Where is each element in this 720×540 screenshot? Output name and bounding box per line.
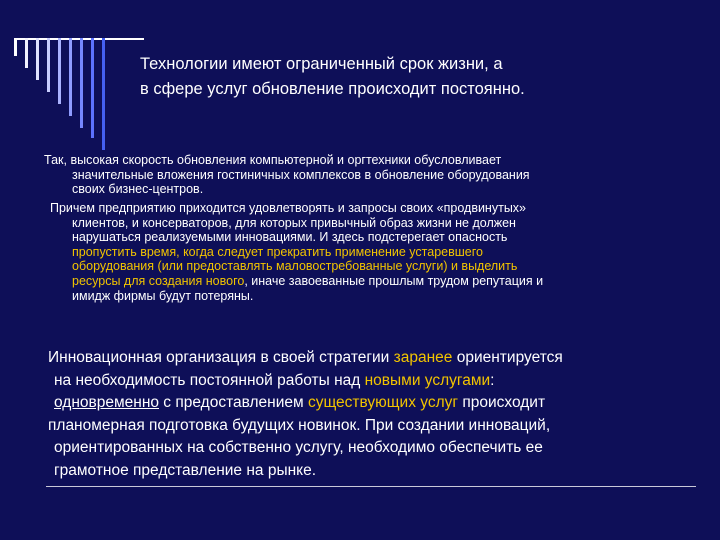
decorative-bar <box>102 38 105 150</box>
decorative-bar <box>25 38 28 68</box>
paragraph-3-line-3-end: происходит <box>458 394 546 412</box>
paragraph-1 <box>44 153 694 197</box>
decorative-bar <box>69 38 72 116</box>
paragraph-3-line-1-end: ориентируется <box>452 349 563 366</box>
paragraph-3-line-1-text: Инновационная организация в своей стратегии <box>48 349 394 366</box>
title-line-1: Технологии имеют ограниченный срок жизни, а <box>140 55 503 73</box>
highlight-existing-services: существующих услуг <box>307 394 459 412</box>
paragraph-2-line-7: имидж фирмы будут потеряны. <box>72 288 254 303</box>
paragraph-3 <box>46 347 696 483</box>
bottom-divider <box>46 486 696 487</box>
paragraph-1-line-1: Так, высокая скорость обновления компьютерной и оргтехники обусловливает <box>44 153 502 167</box>
paragraph-3-line-6: грамотное представление на рынке. <box>54 461 317 479</box>
paragraph-3-line-4: планомерная подготовка будущих новинок. При создании инноваций, <box>48 416 551 434</box>
paragraph-3-line-3-text: с предоставлением <box>159 394 308 412</box>
paragraph-2 <box>44 201 694 303</box>
paragraph-2-line-1: Причем предприятию приходится удовлетворять и запросы своих «продвинутых» <box>50 201 527 215</box>
paragraph-3-line-1 <box>46 347 696 370</box>
decorative-bar <box>58 38 61 104</box>
decorative-bars <box>14 30 124 150</box>
paragraph-2-line-5: оборудования (или предоставлять маловостребованные услуги) и выделить <box>72 259 518 274</box>
paragraph-1-line-3: своих бизнес-центров. <box>72 182 204 197</box>
decorative-bar <box>80 38 83 128</box>
paragraph-2-line-6 <box>44 274 694 289</box>
slide-title <box>140 52 660 102</box>
decorative-bar <box>91 38 94 138</box>
paragraph-3-line-3 <box>46 392 696 415</box>
paragraph-3-line-2-text: на необходимость постоянной работы над <box>54 371 365 389</box>
decorative-bar <box>47 38 50 92</box>
paragraph-3-line-5: ориентированных на собственно услугу, необходимо обеспечить ее <box>54 439 543 457</box>
paragraph-3-line-2 <box>46 370 696 393</box>
paragraph-2-line-4: пропустить время, когда следует прекратить применение устаревшего <box>72 244 483 259</box>
paragraph-2-line-2: клиентов, и консерваторов, для которых привычный образ жизни не должен <box>72 215 516 230</box>
highlight-new-services: новыми услугами <box>364 371 491 389</box>
underlined-simultaneously: одновременно <box>54 394 159 412</box>
paragraph-2-line-6-text: , иначе завоеванные прошлым трудом репутация и <box>244 273 544 288</box>
highlight-zaranee: заранее <box>393 349 453 366</box>
title-line-2: в сфере услуг обновление происходит постоянно. <box>140 80 525 98</box>
paragraph-1-line-2: значительные вложения гостиничных комплексов в обновление оборудования <box>72 167 530 182</box>
highlighted-text: ресурсы для создания нового <box>72 273 245 288</box>
paragraph-2-line-3: нарушаться реализуемыми инновациями. И здесь подстерегает опасность <box>72 230 508 245</box>
decorative-bar <box>14 38 17 56</box>
paragraph-3-line-2-end: : <box>490 371 495 389</box>
decorative-bar <box>36 38 39 80</box>
